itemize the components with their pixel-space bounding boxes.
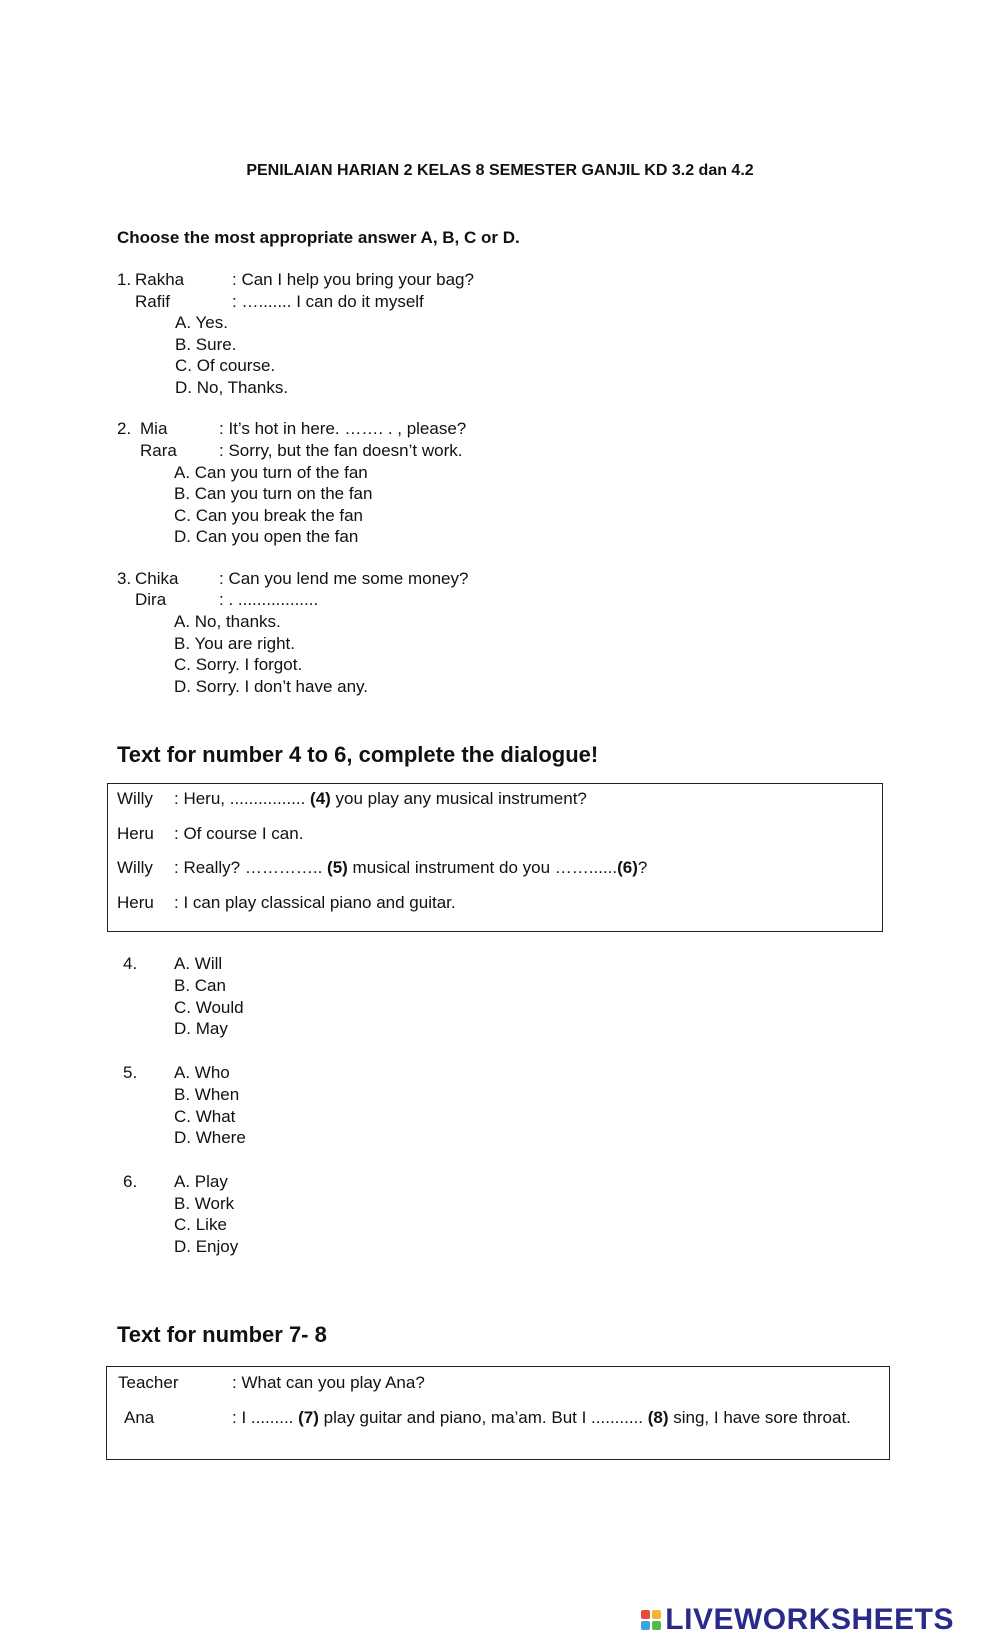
speaker: Rafif [135, 292, 170, 311]
speaker: Heru [117, 824, 154, 843]
worksheet-title: PENILAIAN HARIAN 2 KELAS 8 SEMESTER GANJIL KD 3.2 dan 4.2 [246, 162, 754, 179]
option-c[interactable]: C. Of course. [175, 356, 276, 375]
speaker: Heru [117, 893, 154, 912]
option-b[interactable]: B. Work [174, 1194, 235, 1213]
option-d[interactable]: D. May [174, 1019, 228, 1038]
question-number: 4. [123, 954, 138, 973]
dialogue-box [107, 783, 883, 932]
option-a[interactable]: A. Play [174, 1172, 228, 1191]
dialogue-line: : Can I help you bring your bag? [232, 270, 474, 289]
option-c[interactable]: C. What [174, 1107, 236, 1126]
dialogue-line: : What can you play Ana? [232, 1373, 425, 1392]
option-d[interactable]: D. Sorry. I don’t have any. [174, 677, 369, 696]
option-c[interactable]: C. Like [174, 1215, 227, 1234]
option-d[interactable]: D. No, Thanks. [175, 378, 289, 397]
dialogue-line: : …....... I can do it myself [232, 292, 424, 311]
dialogue-line: : Can you lend me some money? [219, 569, 469, 588]
option-a[interactable]: A. Who [174, 1063, 230, 1082]
option-a[interactable]: A. Will [174, 954, 223, 973]
speaker: Willy [117, 858, 153, 877]
speaker: Mia [140, 419, 168, 438]
speaker: Willy [117, 789, 153, 808]
option-d[interactable]: D. Where [174, 1128, 246, 1147]
dialogue-line: : Of course I can. [174, 824, 304, 843]
option-c[interactable]: C. Sorry. I forgot. [174, 655, 303, 674]
dialogue-line: : I ......... (7) play guitar and piano, ma’am. But I ........... (8) sing, I have sore throat. [232, 1408, 851, 1427]
question-number: 2. [117, 419, 132, 438]
option-d[interactable]: D. Enjoy [174, 1237, 239, 1256]
logo-text: LIVEWORKSHEETS [665, 1603, 954, 1636]
speaker: Teacher [118, 1373, 179, 1392]
option-b[interactable]: B. Can you turn on the fan [174, 484, 373, 503]
instruction-text: Choose the most appropriate answer A, B, C or D. [117, 228, 520, 247]
option-b[interactable]: B. You are right. [174, 634, 295, 653]
dialogue-line: : Heru, ................ (4) you play any musical instrument? [174, 789, 587, 808]
option-a[interactable]: A. Yes. [175, 313, 228, 332]
dialogue-box [106, 1366, 890, 1460]
speaker: Chika [135, 569, 179, 588]
speaker: Dira [135, 590, 167, 609]
option-d[interactable]: D. Can you open the fan [174, 527, 359, 546]
question-number: 1. [117, 270, 132, 289]
option-a[interactable]: A. No, thanks. [174, 612, 281, 631]
section-heading: Text for number 7- 8 [117, 1322, 327, 1347]
logo-squares-icon [641, 1610, 661, 1630]
speaker: Ana [124, 1408, 155, 1427]
option-b[interactable]: B. Can [174, 976, 226, 995]
option-a[interactable]: A. Can you turn of the fan [174, 463, 368, 482]
dialogue-line: : I can play classical piano and guitar. [174, 893, 456, 912]
dialogue-line: : It’s hot in here. ……. . , please? [219, 419, 467, 438]
speaker: Rakha [135, 270, 185, 289]
question-number: 6. [123, 1172, 138, 1191]
option-b[interactable]: B. Sure. [175, 335, 237, 354]
dialogue-line: : Really? ………….. (5) musical instrument do you ……......(6)? [174, 858, 648, 877]
option-c[interactable]: C. Would [174, 998, 244, 1017]
section-heading: Text for number 4 to 6, complete the dialogue! [117, 742, 599, 767]
speaker: Rara [140, 441, 177, 460]
option-c[interactable]: C. Can you break the fan [174, 506, 364, 525]
liveworksheets-logo [641, 1603, 954, 1637]
option-b[interactable]: B. When [174, 1085, 240, 1104]
question-number: 5. [123, 1063, 138, 1082]
dialogue-line: : . ................. [219, 590, 319, 609]
dialogue-line: : Sorry, but the fan doesn’t work. [219, 441, 463, 460]
question-number: 3. [117, 569, 132, 588]
